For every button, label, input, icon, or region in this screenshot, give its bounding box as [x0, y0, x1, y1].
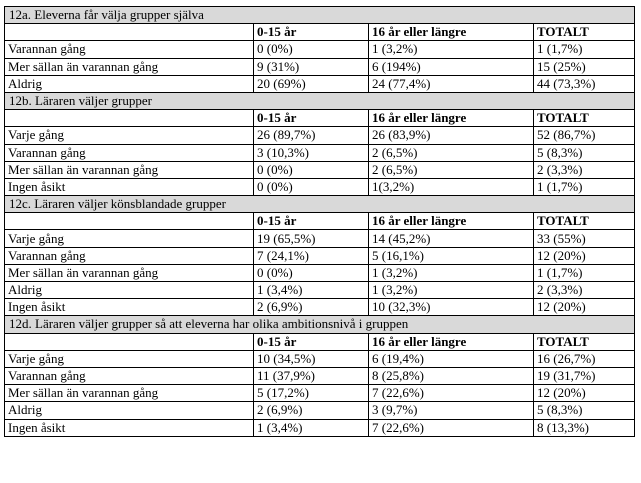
value-age-0-15: 11 (37,9%): [254, 367, 369, 384]
value-total: 5 (8,3%): [534, 402, 635, 419]
header-total: TOTALT: [534, 110, 635, 127]
value-total: 2 (3,3%): [534, 282, 635, 299]
column-header-row: [5, 213, 635, 230]
header-age-0-15: 0-15 år: [254, 24, 369, 41]
header-age-16-plus: 16 år eller längre: [369, 24, 534, 41]
row-label: Varje gång: [5, 350, 254, 367]
value-age-16-plus: 24 (77,4%): [369, 75, 534, 92]
row-label: Ingen åsikt: [5, 299, 254, 316]
row-label: Aldrig: [5, 402, 254, 419]
value-total: 12 (20%): [534, 299, 635, 316]
value-total: 19 (31,7%): [534, 367, 635, 384]
table-row: [5, 419, 635, 436]
table-row: [5, 178, 635, 195]
table-row: [5, 282, 635, 299]
value-age-0-15: 2 (6,9%): [254, 299, 369, 316]
value-age-16-plus: 1 (3,2%): [369, 41, 534, 58]
table-row: [5, 247, 635, 264]
value-total: 1 (1,7%): [534, 264, 635, 281]
value-age-16-plus: 3 (9,7%): [369, 402, 534, 419]
header-age-16-plus: 16 år eller längre: [369, 110, 534, 127]
table-row: [5, 144, 635, 161]
table-row: [5, 127, 635, 144]
column-header-row: [5, 333, 635, 350]
column-header-row: [5, 24, 635, 41]
survey-table: [4, 6, 635, 437]
value-age-16-plus: 26 (83,9%): [369, 127, 534, 144]
value-age-16-plus: 14 (45,2%): [369, 230, 534, 247]
value-total: 33 (55%): [534, 230, 635, 247]
survey-table-container: [4, 6, 635, 437]
value-age-0-15: 1 (3,4%): [254, 282, 369, 299]
value-age-0-15: 20 (69%): [254, 75, 369, 92]
value-age-16-plus: 5 (16,1%): [369, 247, 534, 264]
value-total: 44 (73,3%): [534, 75, 635, 92]
header-empty-cell: [5, 110, 254, 127]
table-row: [5, 402, 635, 419]
value-total: 1 (1,7%): [534, 178, 635, 195]
value-age-0-15: 0 (0%): [254, 41, 369, 58]
header-total: TOTALT: [534, 333, 635, 350]
value-age-0-15: 10 (34,5%): [254, 350, 369, 367]
table-row: [5, 58, 635, 75]
section-title-row: [5, 92, 635, 109]
value-age-16-plus: 6 (19,4%): [369, 350, 534, 367]
section-title: 12d. Läraren väljer grupper så att eleverna har olika ambitionsnivå i gruppen: [5, 316, 635, 333]
column-header-row: [5, 110, 635, 127]
table-row: [5, 230, 635, 247]
row-label: Aldrig: [5, 282, 254, 299]
header-empty-cell: [5, 333, 254, 350]
value-age-0-15: 19 (65,5%): [254, 230, 369, 247]
value-total: 12 (20%): [534, 385, 635, 402]
row-label: Mer sällan än varannan gång: [5, 161, 254, 178]
section-title-row: [5, 196, 635, 213]
header-total: TOTALT: [534, 213, 635, 230]
value-age-0-15: 0 (0%): [254, 264, 369, 281]
table-row: [5, 264, 635, 281]
header-age-16-plus: 16 år eller längre: [369, 333, 534, 350]
row-label: Mer sällan än varannan gång: [5, 385, 254, 402]
table-row: [5, 385, 635, 402]
header-empty-cell: [5, 213, 254, 230]
value-age-0-15: 1 (3,4%): [254, 419, 369, 436]
row-label: Varannan gång: [5, 144, 254, 161]
value-age-0-15: 9 (31%): [254, 58, 369, 75]
row-label: Varje gång: [5, 230, 254, 247]
table-row: [5, 299, 635, 316]
value-total: 2 (3,3%): [534, 161, 635, 178]
row-label: Varannan gång: [5, 41, 254, 58]
section-title: 12b. Läraren väljer grupper: [5, 92, 635, 109]
row-label: Mer sällan än varannan gång: [5, 58, 254, 75]
value-age-0-15: 5 (17,2%): [254, 385, 369, 402]
row-label: Varannan gång: [5, 247, 254, 264]
value-total: 1 (1,7%): [534, 41, 635, 58]
value-age-16-plus: 7 (22,6%): [369, 419, 534, 436]
header-age-0-15: 0-15 år: [254, 213, 369, 230]
value-age-0-15: 3 (10,3%): [254, 144, 369, 161]
row-label: Varannan gång: [5, 367, 254, 384]
header-total: TOTALT: [534, 24, 635, 41]
header-empty-cell: [5, 24, 254, 41]
value-age-0-15: 0 (0%): [254, 178, 369, 195]
table-row: [5, 75, 635, 92]
table-row: [5, 41, 635, 58]
value-total: 8 (13,3%): [534, 419, 635, 436]
row-label: Ingen åsikt: [5, 419, 254, 436]
value-age-16-plus: 1(3,2%): [369, 178, 534, 195]
row-label: Aldrig: [5, 75, 254, 92]
value-age-16-plus: 2 (6,5%): [369, 161, 534, 178]
value-age-0-15: 0 (0%): [254, 161, 369, 178]
value-age-16-plus: 8 (25,8%): [369, 367, 534, 384]
value-age-16-plus: 1 (3,2%): [369, 264, 534, 281]
row-label: Mer sällan än varannan gång: [5, 264, 254, 281]
table-row: [5, 350, 635, 367]
header-age-0-15: 0-15 år: [254, 110, 369, 127]
row-label: Varje gång: [5, 127, 254, 144]
section-title: 12a. Eleverna får välja grupper själva: [5, 7, 635, 24]
value-total: 52 (86,7%): [534, 127, 635, 144]
value-age-0-15: 26 (89,7%): [254, 127, 369, 144]
value-age-16-plus: 7 (22,6%): [369, 385, 534, 402]
section-title-row: [5, 7, 635, 24]
value-total: 5 (8,3%): [534, 144, 635, 161]
value-total: 16 (26,7%): [534, 350, 635, 367]
value-age-16-plus: 1 (3,2%): [369, 282, 534, 299]
value-age-0-15: 2 (6,9%): [254, 402, 369, 419]
section-title-row: [5, 316, 635, 333]
table-row: [5, 367, 635, 384]
value-total: 15 (25%): [534, 58, 635, 75]
value-age-16-plus: 6 (194%): [369, 58, 534, 75]
value-age-0-15: 7 (24,1%): [254, 247, 369, 264]
table-row: [5, 161, 635, 178]
row-label: Ingen åsikt: [5, 178, 254, 195]
value-total: 12 (20%): [534, 247, 635, 264]
value-age-16-plus: 2 (6,5%): [369, 144, 534, 161]
header-age-0-15: 0-15 år: [254, 333, 369, 350]
section-title: 12c. Läraren väljer könsblandade grupper: [5, 196, 635, 213]
survey-table-body: [5, 7, 635, 437]
header-age-16-plus: 16 år eller längre: [369, 213, 534, 230]
value-age-16-plus: 10 (32,3%): [369, 299, 534, 316]
